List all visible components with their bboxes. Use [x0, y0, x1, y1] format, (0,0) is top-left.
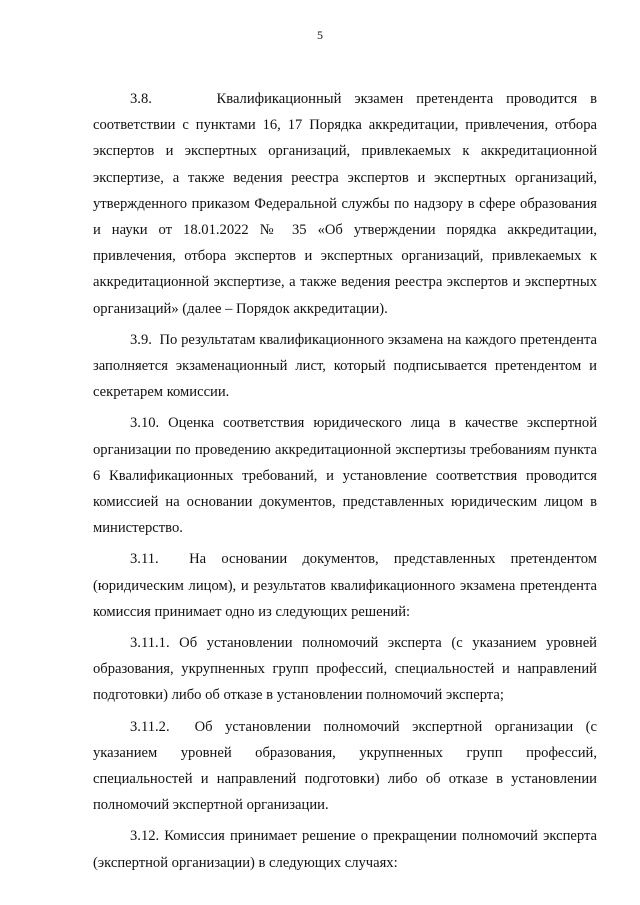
paragraph-3-12: 3.12. Комиссия принимает решение о прекращении полномочий эксперта (экспертной организации) в следующих случаях: — [93, 828, 597, 871]
page-number: 5 — [317, 28, 323, 42]
paragraph-3-11: 3.11. На основании документов, представленных претендентом (юридическим лицом), и результатов квалификационного экзамена претендента комиссия принимает одно из следующих решений: — [93, 551, 597, 620]
paragraph-3-11-2: 3.11.2. Об установлении полномочий экспертной организации (с указанием уровней образования, укрупненных групп профессий, специальностей и направлений подготовки) либо об отказе в установлении полномочий экспертной организации. — [93, 718, 597, 814]
paragraph-3-9: 3.9. По результатам квалификационного экзамена на каждого претендента заполняется экзаменационный лист, который подписывается претендентом и секретарем комиссии. — [93, 331, 597, 401]
document-body — [93, 86, 597, 881]
paragraph-3-10: 3.10. Оценка соответствия юридического лица в качестве экспертной организации по проведению аккредитационной экспертизы требованиям пункта 6 Квалификационных требований, и установление соответствия проводится комиссией на основании документов, представленных юридическим лицом в министерство. — [93, 415, 597, 537]
paragraph-3-8: 3.8. Квалификационный экзамен претендента проводится в соответствии с пунктами 16, 17 Порядка аккредитации, привлечения, отбора экспертов и экспертных организаций, привлекаемых к аккредитационной экспертизе, а также ведения реестра экспертов и экспертных организаций, утвержденного приказом Федеральной службы по надзору в сфере образования и науки от 18.01.2022 № 35 «Об утверждении порядка аккредитации, привлечения, отбора экспертов и экспертных организаций, привлекаемых к аккредитационной экспертизе, а также ведения реестра экспертов и экспертных организаций» (далее – Порядок аккредитации). — [93, 91, 597, 317]
paragraph-3-11-1: 3.11.1. Об установлении полномочий эксперта (с указанием уровней образования, укрупненных групп профессий, специальностей и направлений подготовки) либо об отказе в установлении полномочий эксперта; — [93, 635, 597, 704]
